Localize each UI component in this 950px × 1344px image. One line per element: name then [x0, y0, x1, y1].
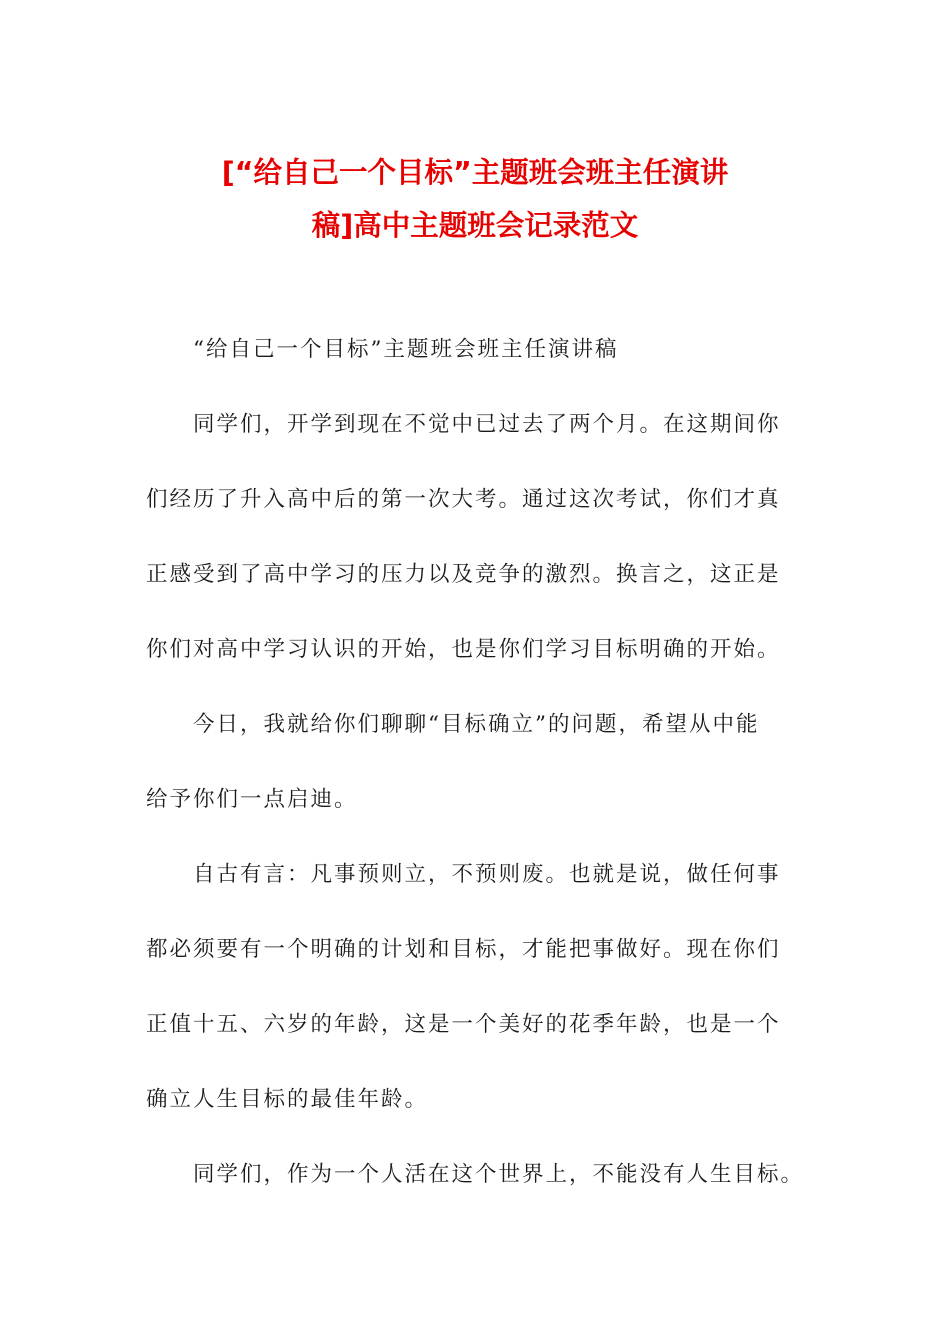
paragraph-line: 同学们，作为一个人活在这个世界上，不能没有人生目标。: [193, 1162, 805, 1187]
paragraph-line: 同学们，开学到现在不觉中已过去了两个月。在这期间你: [193, 412, 781, 437]
paragraph-line: 们经历了升入高中后的第一次大考。通过这次考试，你们才真: [146, 487, 781, 512]
paragraph-line: 都必须要有一个明确的计划和目标，才能把事做好。现在你们: [146, 937, 781, 962]
paragraph-line: “给自己一个目标”主题班会班主任演讲稿: [193, 337, 619, 362]
paragraph-line: 给予你们一点启迪。: [146, 787, 358, 812]
title-line-2: 稿]高中主题班会记录范文: [311, 209, 639, 242]
paragraph-line: 确立人生目标的最佳年龄。: [146, 1087, 429, 1112]
paragraph-line: 正值十五、六岁的年龄，这是一个美好的花季年龄，也是一个: [146, 1012, 781, 1037]
paragraph-line: 你们对高中学习认识的开始，也是你们学习目标明确的开始。: [146, 637, 781, 662]
document-body: [146, 330, 806, 1230]
document-title: [150, 146, 800, 252]
title-line-1: [“给自己一个目标”主题班会班主任演讲: [221, 156, 729, 189]
paragraph-line: 今日，我就给你们聊聊“目标确立”的问题，希望从中能: [193, 712, 760, 737]
paragraph-line: 正感受到了高中学习的压力以及竞争的激烈。换言之，这正是: [146, 562, 781, 587]
paragraph-line: 自古有言：凡事预则立，不预则废。也就是说，做任何事: [193, 862, 781, 887]
